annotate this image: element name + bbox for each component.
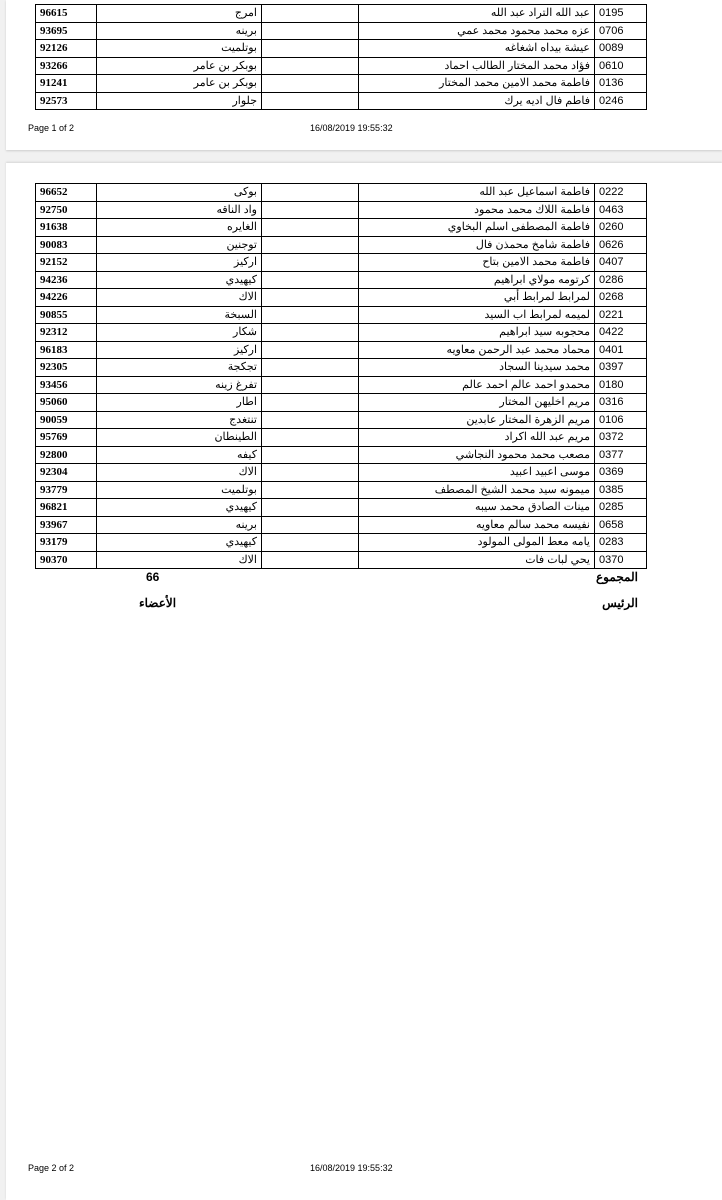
member-place: الاك	[97, 289, 262, 307]
table-row	[36, 306, 647, 324]
member-number: 93695	[36, 22, 97, 40]
table-row	[36, 40, 647, 58]
footer-timestamp: 16/08/2019 19:55:32	[310, 1163, 393, 1173]
member-number: 96183	[36, 341, 97, 359]
table-row	[36, 534, 647, 552]
empty-cell	[262, 429, 359, 447]
member-place: بوبكر بن عامر	[97, 75, 262, 93]
member-place: امرج	[97, 5, 262, 23]
member-number: 94236	[36, 271, 97, 289]
empty-cell	[262, 219, 359, 237]
empty-cell	[262, 499, 359, 517]
member-code: 0397	[595, 359, 647, 377]
member-number: 93456	[36, 376, 97, 394]
member-number: 93266	[36, 57, 97, 75]
member-code: 0706	[595, 22, 647, 40]
empty-cell	[262, 376, 359, 394]
member-name: فؤاد محمد المختار الطالب احماد	[359, 57, 595, 75]
table-row	[36, 289, 647, 307]
member-number: 93967	[36, 516, 97, 534]
member-place: اركيز	[97, 254, 262, 272]
empty-cell	[262, 481, 359, 499]
table-row	[36, 271, 647, 289]
member-number: 95060	[36, 394, 97, 412]
member-code: 0658	[595, 516, 647, 534]
member-code: 0195	[595, 5, 647, 23]
table-row	[36, 75, 647, 93]
member-place: بوتلميت	[97, 481, 262, 499]
member-name: مريم اخليهن المختار	[359, 394, 595, 412]
member-place: تنتغدج	[97, 411, 262, 429]
empty-cell	[262, 75, 359, 93]
member-code: 0246	[595, 92, 647, 110]
member-name: فاطمة اللاك محمد محمود	[359, 201, 595, 219]
member-number: 90855	[36, 306, 97, 324]
empty-cell	[262, 394, 359, 412]
member-code: 0260	[595, 219, 647, 237]
member-number: 92305	[36, 359, 97, 377]
member-code: 0370	[595, 551, 647, 569]
table-row	[36, 324, 647, 342]
member-code: 0422	[595, 324, 647, 342]
empty-cell	[262, 57, 359, 75]
president-label: الرئيس	[602, 596, 638, 610]
member-name: لميمه لمرابط اب السيد	[359, 306, 595, 324]
member-name: عبد الله التراد عبد الله	[359, 5, 595, 23]
table-row	[36, 481, 647, 499]
member-code: 0285	[595, 499, 647, 517]
table-row	[36, 376, 647, 394]
member-code: 0316	[595, 394, 647, 412]
empty-cell	[262, 22, 359, 40]
member-place: شكار	[97, 324, 262, 342]
member-code: 0283	[595, 534, 647, 552]
member-name: يحي لبات فات	[359, 551, 595, 569]
footer-page-number: Page 1 of 2	[28, 123, 75, 133]
member-place: توجنين	[97, 236, 262, 254]
member-place: الطينطان	[97, 429, 262, 447]
member-name: فاطمة اسماعيل عبد الله	[359, 184, 595, 202]
member-place: اركيز	[97, 341, 262, 359]
table-row	[36, 394, 647, 412]
member-name: فاطمة محمد الامين بتاح	[359, 254, 595, 272]
empty-cell	[262, 201, 359, 219]
member-number: 93179	[36, 534, 97, 552]
table-row	[36, 5, 647, 23]
member-name: مريم الزهرة المختار عابدين	[359, 411, 595, 429]
member-name: موسى اعبيد اعبيد	[359, 464, 595, 482]
member-code: 0286	[595, 271, 647, 289]
table-row	[36, 254, 647, 272]
member-place: تجكجة	[97, 359, 262, 377]
member-number: 92573	[36, 92, 97, 110]
empty-cell	[262, 236, 359, 254]
table-row	[36, 219, 647, 237]
member-name: محمد سيدينا السجاد	[359, 359, 595, 377]
member-place: برينه	[97, 22, 262, 40]
member-name: محمدو احمد عالم احمد عالم	[359, 376, 595, 394]
member-name: مصعب محمد محمود النجاشي	[359, 446, 595, 464]
empty-cell	[262, 551, 359, 569]
member-number: 96615	[36, 5, 97, 23]
member-place: الاك	[97, 551, 262, 569]
member-place: بوبكر بن عامر	[97, 57, 262, 75]
member-place: الاك	[97, 464, 262, 482]
member-name: فاطمة شامخ محمذن فال	[359, 236, 595, 254]
empty-cell	[262, 271, 359, 289]
member-place: جلوار	[97, 92, 262, 110]
member-code: 0268	[595, 289, 647, 307]
member-place: بوتلميت	[97, 40, 262, 58]
empty-cell	[262, 324, 359, 342]
empty-cell	[262, 464, 359, 482]
total-label: المجموع	[596, 570, 638, 584]
member-place: برينه	[97, 516, 262, 534]
empty-cell	[262, 306, 359, 324]
table-row	[36, 184, 647, 202]
table-row	[36, 359, 647, 377]
member-code: 0610	[595, 57, 647, 75]
members-table-page-2	[35, 183, 647, 569]
empty-cell	[262, 411, 359, 429]
member-name: فاطمة المصطفى اسلم البخاوي	[359, 219, 595, 237]
member-place: تفرغ زينه	[97, 376, 262, 394]
member-place: اطار	[97, 394, 262, 412]
member-number: 91638	[36, 219, 97, 237]
member-place: كيهيدي	[97, 271, 262, 289]
member-place: الغايره	[97, 219, 262, 237]
empty-cell	[262, 359, 359, 377]
member-place: السبخة	[97, 306, 262, 324]
member-name: محجوبه سيد ابراهيم	[359, 324, 595, 342]
member-code: 0401	[595, 341, 647, 359]
report-page-1	[6, 0, 722, 150]
member-name: ميمونه سيد محمد الشيخ المصطف	[359, 481, 595, 499]
member-number: 92304	[36, 464, 97, 482]
empty-cell	[262, 341, 359, 359]
member-number: 94226	[36, 289, 97, 307]
member-code: 0221	[595, 306, 647, 324]
empty-cell	[262, 446, 359, 464]
table-row	[36, 551, 647, 569]
member-number: 93779	[36, 481, 97, 499]
member-number: 92312	[36, 324, 97, 342]
empty-cell	[262, 5, 359, 23]
member-name: محماد محمد عبد الرحمن معاويه	[359, 341, 595, 359]
member-code: 0222	[595, 184, 647, 202]
member-place: كيهيدي	[97, 499, 262, 517]
member-code: 0407	[595, 254, 647, 272]
footer-timestamp: 16/08/2019 19:55:32	[310, 123, 393, 133]
member-place: واد الناقه	[97, 201, 262, 219]
member-code: 0180	[595, 376, 647, 394]
member-name: يامه معط المولى المولود	[359, 534, 595, 552]
members-table-page-1	[35, 4, 647, 110]
table-row	[36, 516, 647, 534]
member-number: 92800	[36, 446, 97, 464]
table-row	[36, 22, 647, 40]
member-place: كيفه	[97, 446, 262, 464]
member-number: 92152	[36, 254, 97, 272]
table-row	[36, 57, 647, 75]
member-name: عزه محمد محمود محمد عمي	[359, 22, 595, 40]
footer-page-number: Page 2 of 2	[28, 1163, 75, 1173]
empty-cell	[262, 40, 359, 58]
member-name: فاطم فال اديه يرك	[359, 92, 595, 110]
table-row	[36, 429, 647, 447]
member-name: مينات الصادق محمد سيبه	[359, 499, 595, 517]
member-number: 92750	[36, 201, 97, 219]
table-row	[36, 341, 647, 359]
member-code: 0377	[595, 446, 647, 464]
member-name: لمرابط لمرابط أبي	[359, 289, 595, 307]
member-number: 96821	[36, 499, 97, 517]
member-number: 91241	[36, 75, 97, 93]
table-row	[36, 499, 647, 517]
member-name: مريم عبد الله اكراد	[359, 429, 595, 447]
empty-cell	[262, 289, 359, 307]
members-label: الأعضاء	[139, 596, 177, 610]
empty-cell	[262, 184, 359, 202]
table-row	[36, 446, 647, 464]
empty-cell	[262, 534, 359, 552]
member-name: فاطمة محمد الامين محمد المختار	[359, 75, 595, 93]
member-number: 92126	[36, 40, 97, 58]
member-number: 95769	[36, 429, 97, 447]
table-row	[36, 411, 647, 429]
member-number: 90083	[36, 236, 97, 254]
member-number: 90059	[36, 411, 97, 429]
empty-cell	[262, 254, 359, 272]
member-code: 0106	[595, 411, 647, 429]
member-code: 0626	[595, 236, 647, 254]
member-name: كرتومه مولاي ابراهيم	[359, 271, 595, 289]
report-page-2	[6, 163, 722, 1200]
member-code: 0089	[595, 40, 647, 58]
table-row	[36, 201, 647, 219]
member-number: 90370	[36, 551, 97, 569]
member-number: 96652	[36, 184, 97, 202]
total-value: 66	[146, 570, 160, 584]
table-row	[36, 92, 647, 110]
member-name: عيشة بيداه اشغاغه	[359, 40, 595, 58]
table-row	[36, 236, 647, 254]
member-place: كيهيدي	[97, 534, 262, 552]
empty-cell	[262, 92, 359, 110]
member-code: 0369	[595, 464, 647, 482]
member-code: 0385	[595, 481, 647, 499]
member-name: نفيسه محمد سالم معاويه	[359, 516, 595, 534]
member-code: 0372	[595, 429, 647, 447]
member-code: 0136	[595, 75, 647, 93]
member-code: 0463	[595, 201, 647, 219]
empty-cell	[262, 516, 359, 534]
member-place: بوكى	[97, 184, 262, 202]
table-row	[36, 464, 647, 482]
